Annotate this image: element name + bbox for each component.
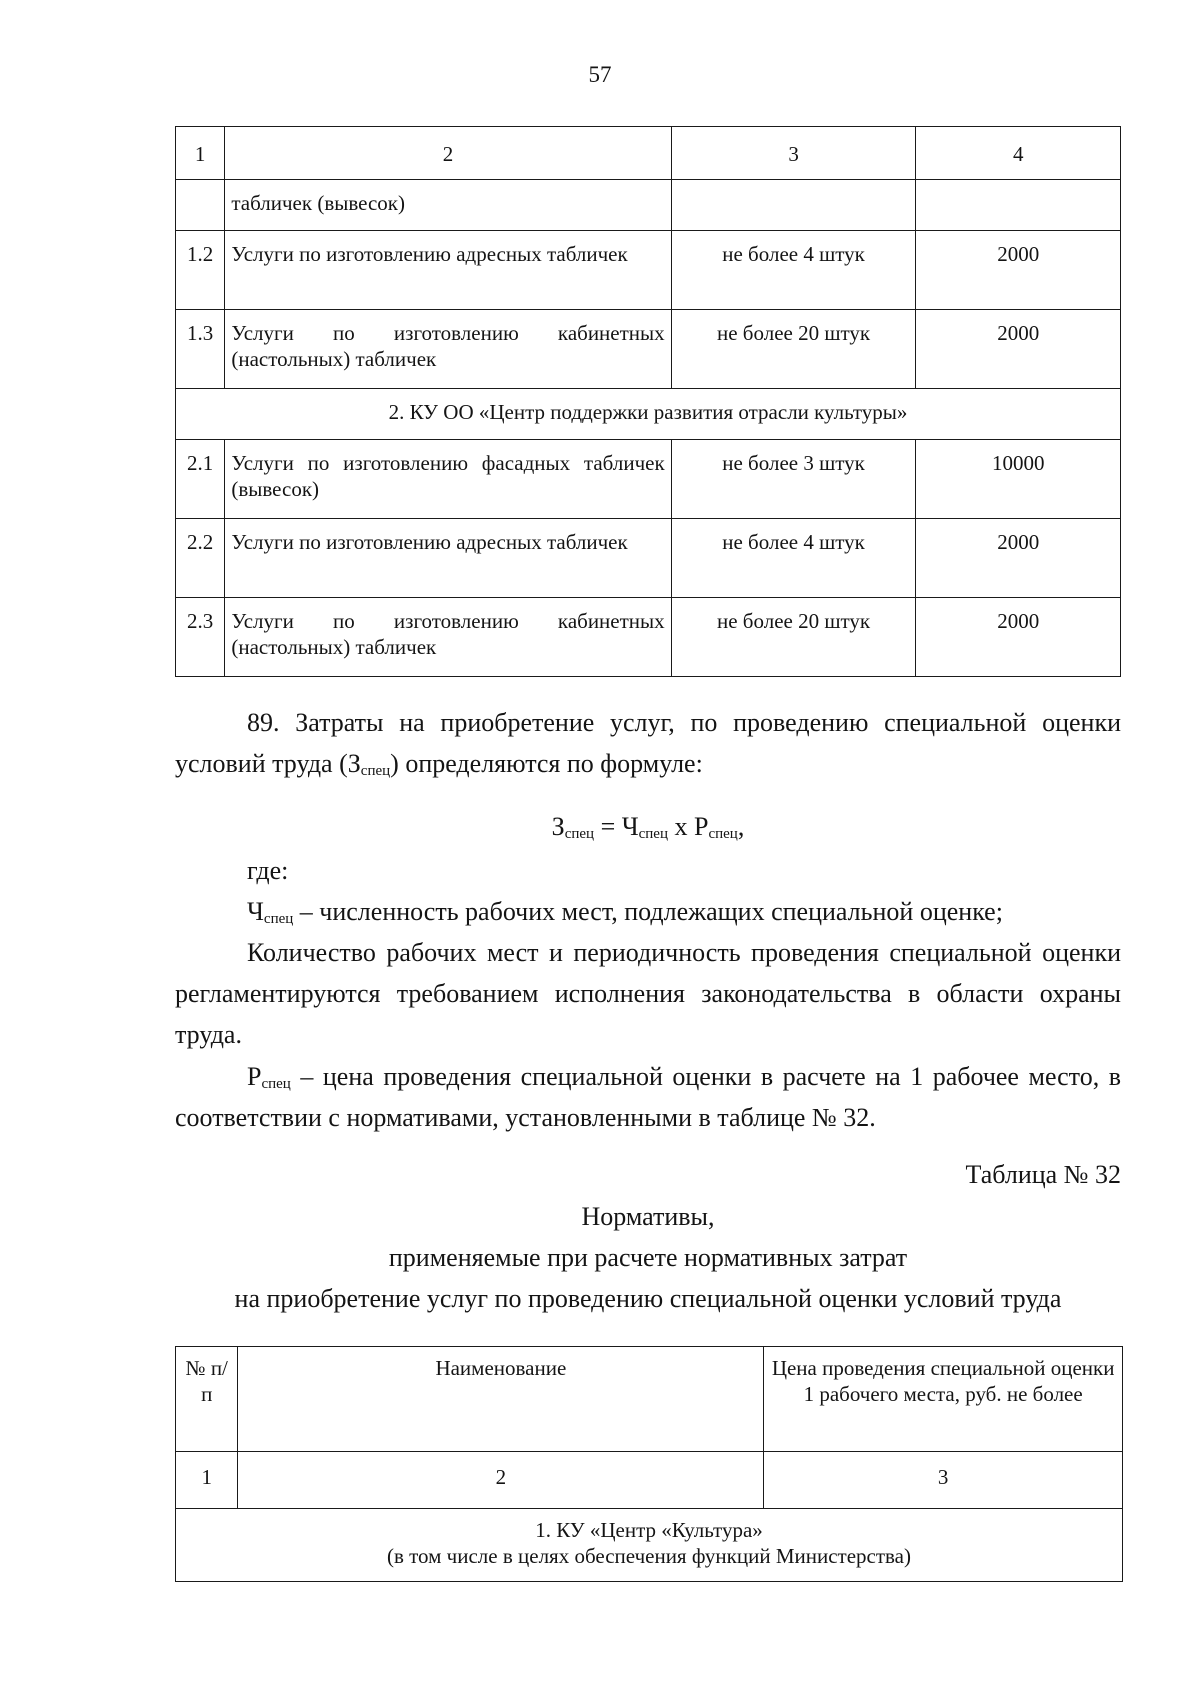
definition-text: – численность рабочих мест, подлежащих специальной оценке; xyxy=(293,897,1003,926)
table-row xyxy=(176,310,1121,389)
header-cell: 3 xyxy=(671,127,916,180)
row-number: 2.2 xyxy=(176,519,225,598)
row-number xyxy=(176,180,225,231)
row-price: 2000 xyxy=(916,519,1121,598)
section-row xyxy=(176,1509,1123,1582)
page-number: 57 xyxy=(588,62,612,87)
formula-part: = Ч xyxy=(594,812,639,841)
table-row xyxy=(176,598,1121,677)
subscript: спец xyxy=(360,763,391,779)
row-price: 2000 xyxy=(916,598,1121,677)
symbol: Р xyxy=(247,1062,262,1091)
row-name: Услуги по изготовлению кабинетных (настольных) табличек xyxy=(225,310,671,389)
row-quantity xyxy=(671,180,916,231)
row-name: Услуги по изготовлению кабинетных (настольных) табличек xyxy=(225,598,671,677)
header-cell: 2 xyxy=(225,127,671,180)
paragraph-count: Количество рабочих мест и периодичность проведения специальной оценки регламентируются требованием исполнения законодательства в области охраны труда. xyxy=(175,938,1121,1049)
section-row xyxy=(176,389,1121,440)
header-cell: 4 xyxy=(916,127,1121,180)
section-title-line-1: 1. КУ «Центр «Культура» xyxy=(535,1518,763,1542)
row-name: табличек (вывесок) xyxy=(225,180,671,231)
row-name: Услуги по изготовлению адресных табличек xyxy=(225,519,671,598)
paragraph-89-text: ) определяются по формуле: xyxy=(390,749,703,778)
table-header-row xyxy=(176,127,1121,180)
row-price: 10000 xyxy=(916,440,1121,519)
section-title xyxy=(176,1509,1123,1582)
header-cell-name: Наименование xyxy=(238,1347,764,1452)
services-table xyxy=(175,126,1121,677)
table-row xyxy=(176,180,1121,231)
column-number: 3 xyxy=(764,1452,1123,1509)
row-quantity: не более 20 штук xyxy=(671,310,916,389)
definition-text: – цена проведения специальной оценки в расчете на 1 рабочее место, в соответствии с нормативами, установленными в таблице № 32. xyxy=(175,1062,1121,1132)
header-cell: 1 xyxy=(176,127,225,180)
definition-ch xyxy=(175,891,1121,932)
where-label: где: xyxy=(247,856,289,885)
symbol: Ч xyxy=(247,897,264,926)
row-price xyxy=(916,180,1121,231)
table-row xyxy=(176,519,1121,598)
formula-part: , xyxy=(737,812,745,841)
row-quantity: не более 20 штук xyxy=(671,598,916,677)
paragraph-89-text: 89. Затраты на приобретение услуг, по проведению специальной оценки условий труда (З xyxy=(175,708,1121,778)
header-cell-price: Цена проведения специальной оценки 1 рабочего места, руб. не более xyxy=(764,1347,1123,1452)
subscript: спец xyxy=(261,1076,291,1092)
header-cell-number: № п/п xyxy=(176,1347,238,1452)
section-title: 2. КУ ОО «Центр поддержки развития отрасли культуры» xyxy=(176,389,1121,440)
row-quantity: не более 3 штук xyxy=(671,440,916,519)
row-price: 2000 xyxy=(916,310,1121,389)
table-header-row xyxy=(176,1347,1123,1452)
table-label: Таблица № 32 xyxy=(965,1160,1121,1189)
row-name: Услуги по изготовлению фасадных табличек (вывесок) xyxy=(225,440,671,519)
row-price: 2000 xyxy=(916,231,1121,310)
table-row xyxy=(176,231,1121,310)
subscript: спец xyxy=(708,826,738,842)
row-quantity: не более 4 штук xyxy=(671,519,916,598)
section-title-line-2: (в том числе в целях обеспечения функций Министерства) xyxy=(386,1544,911,1568)
row-quantity: не более 4 штук xyxy=(671,231,916,310)
formula-part: х Р xyxy=(668,812,709,841)
definition-r xyxy=(175,1056,1121,1138)
row-number: 2.3 xyxy=(176,598,225,677)
table-title-line-3: на приобретение услуг по проведению специальной оценки условий труда xyxy=(234,1284,1062,1313)
row-number: 1.3 xyxy=(176,310,225,389)
row-name: Услуги по изготовлению адресных табличек xyxy=(225,231,671,310)
subscript: спец xyxy=(638,826,668,842)
subscript: спец xyxy=(263,911,294,927)
formula-part: З xyxy=(551,812,565,841)
table-32 xyxy=(175,1346,1123,1582)
row-number: 2.1 xyxy=(176,440,225,519)
column-number: 1 xyxy=(176,1452,238,1509)
paragraph-89 xyxy=(175,702,1121,784)
subscript: спец xyxy=(564,826,595,842)
column-number: 2 xyxy=(238,1452,764,1509)
column-numbers-row xyxy=(176,1452,1123,1509)
formula xyxy=(175,812,1121,842)
table-title-line-2: применяемые при расчете нормативных затрат xyxy=(388,1243,908,1272)
table-row xyxy=(176,440,1121,519)
table-title-line-1: Нормативы, xyxy=(581,1202,715,1231)
row-number: 1.2 xyxy=(176,231,225,310)
